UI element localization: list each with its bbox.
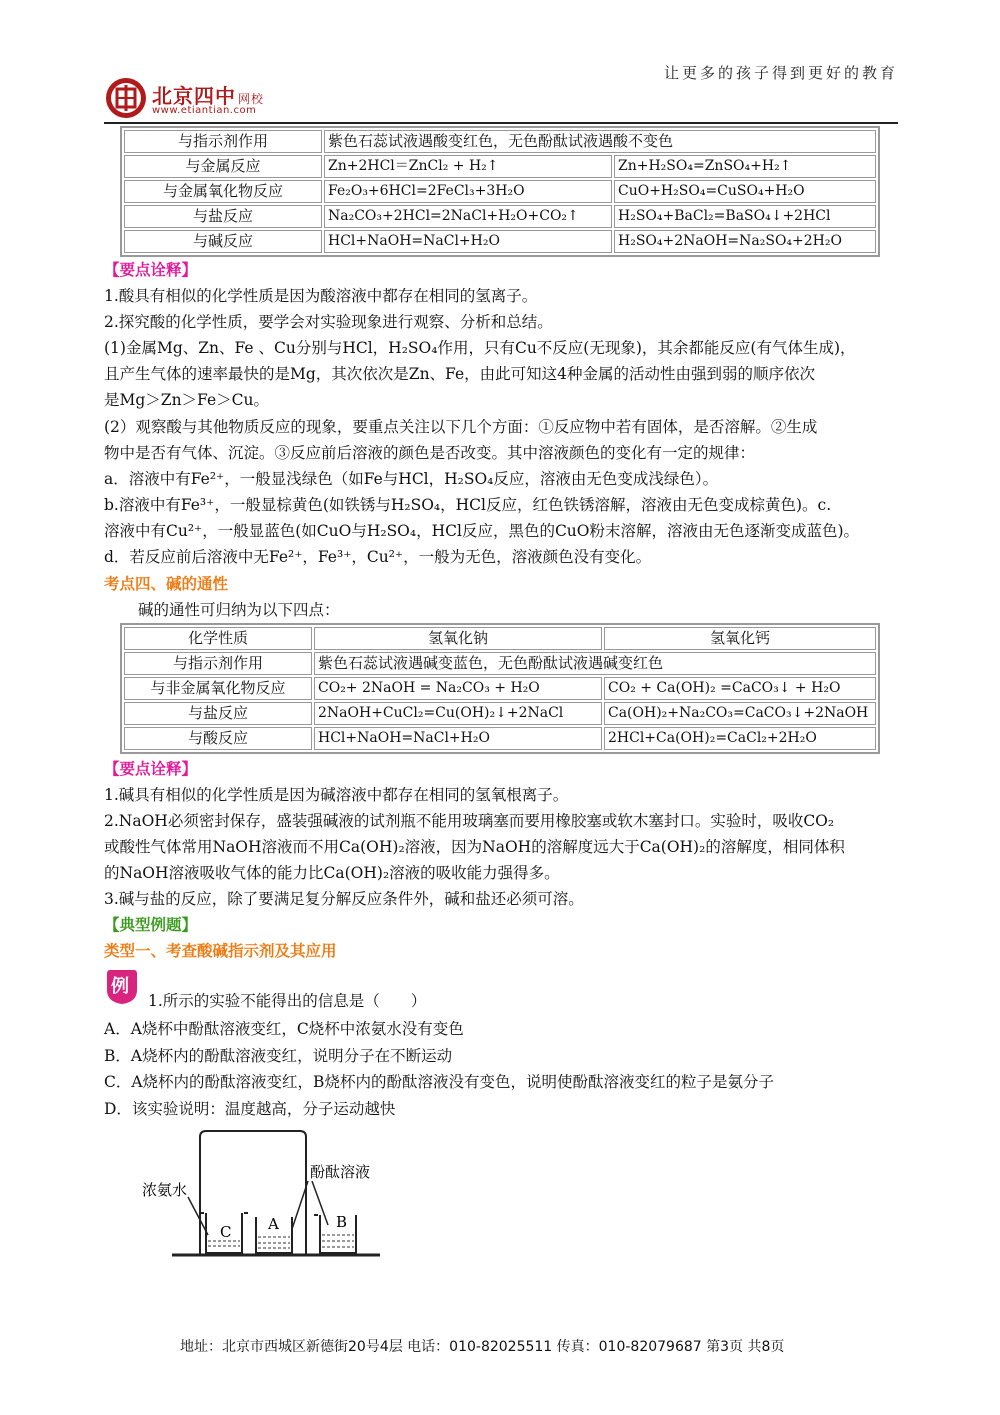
text-line: 是Mg＞Zn＞Fe＞Cu。: [104, 391, 269, 409]
label-beaker-c: C: [220, 1223, 232, 1241]
experiment-figure: [140, 1125, 400, 1270]
table-row: [124, 205, 876, 228]
table-cell: 与非金属氧化物反应: [124, 677, 312, 700]
table-row: [124, 230, 876, 253]
logo-name-main: 北京四中: [152, 84, 236, 108]
table-cell: Zn+2HCl＝ZnCl₂ + H₂↑: [324, 155, 612, 178]
page-footer: 地址：北京市西城区新德街20号4层 电话：010-82025511 传真：010-82079687 第3页 共8页: [180, 1339, 785, 1355]
text-line: a．溶液中有Fe²⁺，一般显浅绿色（如Fe与HCl，H₂SO₄反应，溶液由无色变成浅绿色）。: [104, 470, 719, 488]
acid-properties-table: [120, 126, 880, 257]
table-cell: 与金属氧化物反应: [124, 180, 322, 203]
option-d: D．该实验说明：温度越高，分子运动越快: [104, 1100, 396, 1118]
text-line: 1.酸具有相似的化学性质是因为酸溶液中都存在相同的氢离子。: [104, 287, 538, 305]
table-header-cell: 化学性质: [124, 627, 312, 650]
large-beaker-outline: [200, 1131, 306, 1255]
table-row: [124, 702, 876, 725]
table-row: [124, 130, 876, 153]
table-row: [124, 180, 876, 203]
example-badge: [104, 968, 138, 1006]
table-cell: CO₂+ 2NaOH = Na₂CO₃ + H₂O: [314, 677, 602, 700]
label-beaker-a: A: [268, 1215, 279, 1233]
table-row: [124, 155, 876, 178]
text-line: 物中是否有气体、沉淀。③反应前后溶液的颜色是否改变。其中溶液颜色的变化有一定的规律：: [104, 444, 756, 462]
text-line: (2）观察酸与其他物质反应的现象，要重点关注以下几个方面：①反应物中若有固体，是否溶解。②生成: [104, 418, 818, 436]
table-header-cell: 氢氧化钙: [604, 627, 876, 650]
table-cell: 与指示剂作用: [124, 652, 312, 675]
table-cell: Zn+H₂SO₄=ZnSO₄+H₂↑: [614, 155, 876, 178]
text-line: 或酸性气体常用NaOH溶液而不用Ca(OH)₂溶液，因为NaOH的溶解度远大于Ca(OH)₂的溶解度，相同体积: [104, 838, 845, 856]
table-cell: Na₂CO₃+2HCl=2NaCl+H₂O+CO₂↑: [324, 205, 612, 228]
table-cell: 与金属反应: [124, 155, 322, 178]
text-line: 3.碱与盐的反应，除了要满足复分解反应条件外，碱和盐还必须可溶。: [104, 890, 584, 908]
option-c: C．A烧杯内的酚酞溶液变红，B烧杯内的酚酞溶液没有变色，说明使酚酞溶液变红的粒子是氨分子: [104, 1073, 774, 1091]
type-heading: 类型一、考查酸碱指示剂及其应用: [104, 942, 337, 960]
text-line: 碱的通性可归纳为以下四点：: [138, 601, 340, 619]
table-row: [124, 652, 876, 675]
text-line: 的NaOH溶液吸收气体的能力比Ca(OH)₂溶液的吸收能力强得多。: [104, 864, 560, 882]
table-cell: 与碱反应: [124, 230, 322, 253]
table-cell: 与盐反应: [124, 702, 312, 725]
text-line: 2.探究酸的化学性质，要学会对实验现象进行观察、分析和总结。: [104, 313, 553, 331]
text-line: 1.碱具有相似的化学性质是因为碱溶液中都存在相同的氢氧根离子。: [104, 786, 569, 804]
label-phenol: 酚酞溶液: [310, 1163, 371, 1181]
logo-url: www.etiantian.com: [152, 105, 257, 116]
table-header-cell: 氢氧化钠: [314, 627, 602, 650]
text-line: 溶液中有Cu²⁺，一般显蓝色(如CuO与H₂SO₄，HCl反应，黑色的CuO粉末溶解，溶液由无色逐渐变成蓝色)。: [104, 522, 860, 540]
logo-name-sub: 网校: [238, 92, 265, 106]
header-slogan: 让更多的孩子得到更好的教育: [663, 64, 898, 82]
table-cell: HCl+NaOH=NaCl+H₂O: [324, 230, 612, 253]
header-rule: [104, 122, 898, 124]
example-badge-label: 例: [111, 976, 129, 997]
table-cell: 2HCl+Ca(OH)₂=CaCl₂+2H₂O: [604, 727, 876, 750]
table-row: [124, 727, 876, 750]
option-b: B．A烧杯内的酚酞溶液变红，说明分子在不断运动: [104, 1047, 453, 1065]
table-cell: HCl+NaOH=NaCl+H₂O: [314, 727, 602, 750]
key-points-heading: 【要点诠释】: [104, 760, 198, 778]
table-cell: CO₂ + Ca(OH)₂ =CaCO₃↓ + H₂O: [604, 677, 876, 700]
table-cell: H₂SO₄+2NaOH=Na₂SO₄+2H₂O: [614, 230, 876, 253]
table-row: [124, 677, 876, 700]
logo-emblem-icon: [104, 76, 150, 120]
option-a: A．A烧杯中酚酞溶液变红，C烧杯中浓氨水没有变色: [104, 1020, 464, 1038]
text-line: (1)金属Mg、Zn、Fe 、Cu分别与HCl，H₂SO₄作用，只有Cu不反应(无现象)，其余都能反应(有气体生成)，: [104, 339, 856, 357]
text-line: d．若反应前后溶液中无Fe²⁺，Fe³⁺，Cu²⁺，一般为无色，溶液颜色没有变化。: [104, 548, 652, 566]
section-heading: 考点四、碱的通性: [104, 575, 229, 593]
table-cell: H₂SO₄+BaCl₂=BaSO₄↓+2HCl: [614, 205, 876, 228]
label-ammonia: 浓氨水: [142, 1181, 188, 1199]
text-line: 2.NaOH必须密封保存，盛装强碱液的试剂瓶不能用玻璃塞而要用橡胶塞或软木塞封口。实验时，吸收CO₂: [104, 812, 835, 830]
table-cell: Ca(OH)₂+Na₂CO₃=CaCO₃↓+2NaOH: [604, 702, 876, 725]
text-line: b.溶液中有Fe³⁺，一般显棕黄色(如铁锈与H₂SO₄，HCl反应，红色铁锈溶解，溶液由无色变成棕黄色)。c.: [104, 496, 832, 514]
base-properties-table: [120, 623, 880, 754]
table-cell: 紫色石蕊试液遇酸变红色，无色酚酞试液遇酸不变色: [324, 130, 876, 153]
text-line: 且产生气体的速率最快的是Mg，其次依次是Zn、Fe，由此可知这4种金属的活动性由强到弱的顺序依次: [104, 365, 815, 383]
key-points-heading: 【要点诠释】: [104, 261, 198, 279]
table-cell: 与指示剂作用: [124, 130, 322, 153]
table-cell: 与酸反应: [124, 727, 312, 750]
table-cell: Fe₂O₃+6HCl=2FeCl₃+3H₂O: [324, 180, 612, 203]
table-cell: 2NaOH+CuCl₂=Cu(OH)₂↓+2NaCl: [314, 702, 602, 725]
table-cell: CuO+H₂SO₄=CuSO₄+H₂O: [614, 180, 876, 203]
question-text: 1.所示的实验不能得出的信息是（ ）: [148, 992, 427, 1010]
examples-heading: 【典型例题】: [104, 916, 198, 934]
table-row: [124, 627, 876, 650]
table-cell: 紫色石蕊试液遇碱变蓝色，无色酚酞试液遇碱变红色: [314, 652, 876, 675]
table-cell: 与盐反应: [124, 205, 322, 228]
label-beaker-b: B: [336, 1213, 348, 1231]
